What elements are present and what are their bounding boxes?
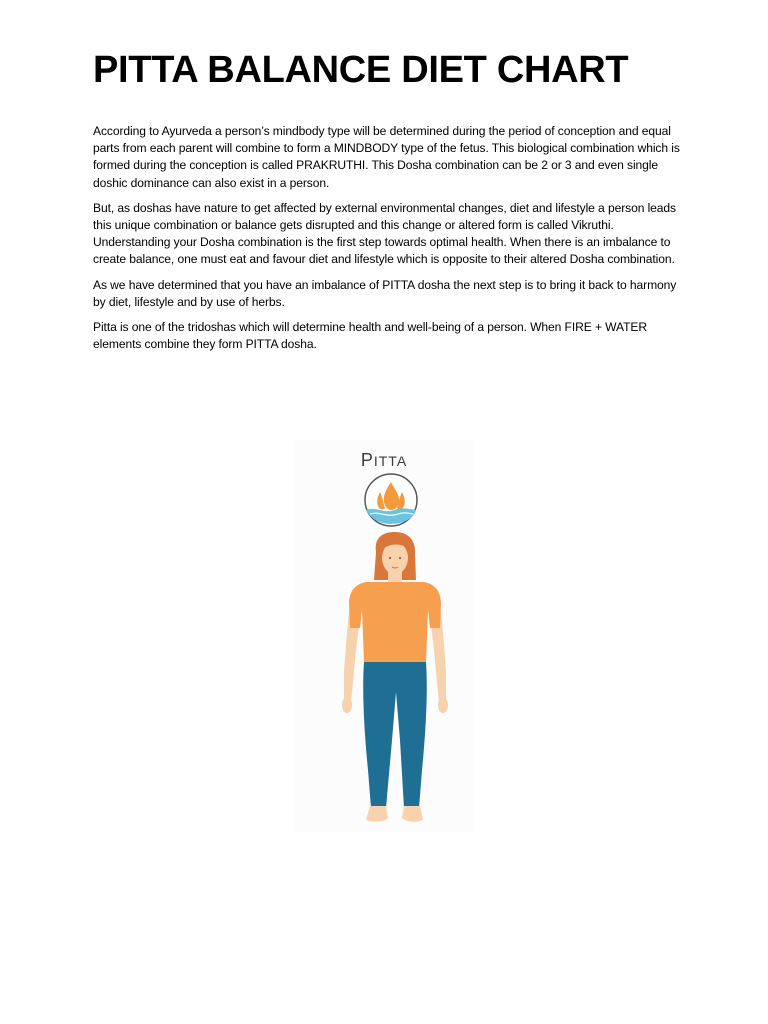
paragraph-imbalance: As we have determined that you have an imbalance of PITTA dosha the next step is to bring it back to harmony by diet, lifestyle and by use of herbs. (93, 277, 677, 309)
paragraph-vikruthi: But, as doshas have nature to get affected by external environmental changes, diet and lifestyle a person leads this unique combination or balance gets disrupted and this change or altered form is called Vikruthi. Understanding your Dosha combination is the first step towards optimal health. When there is an imbalance to create balance, one must eat and favour diet and lifestyle which is opposite to their altered Dosha combination. (93, 200, 676, 267)
pitta-figure (294, 440, 474, 832)
paragraph-prakruthi: According to Ayurveda a person’s mindbody type will be determined during the period of conception and equal parts from each parent will combine to form a MINDBODY type of the fetus. This biological combination which is formed during the conception is called PRAKRUTHI. This Dosha combination can be 2 or 3 and even single doshic dominance can also exist in a person. (93, 124, 680, 190)
pitta-label-rest: ITTA (373, 453, 408, 469)
fire-water-icon (365, 474, 417, 526)
pitta-label-first: P (360, 450, 374, 470)
pitta-label (294, 450, 474, 471)
page-title: PITTA BALANCE DIET CHART (93, 49, 629, 91)
paragraph-tridoshas: Pitta is one of the tridoshas which will determine health and well-being of a person. When FIRE + WATER elements combine they form PITTA dosha. (93, 320, 648, 352)
woman-figure (342, 532, 448, 822)
pitta-illustration (294, 440, 474, 832)
body-text (93, 123, 683, 361)
